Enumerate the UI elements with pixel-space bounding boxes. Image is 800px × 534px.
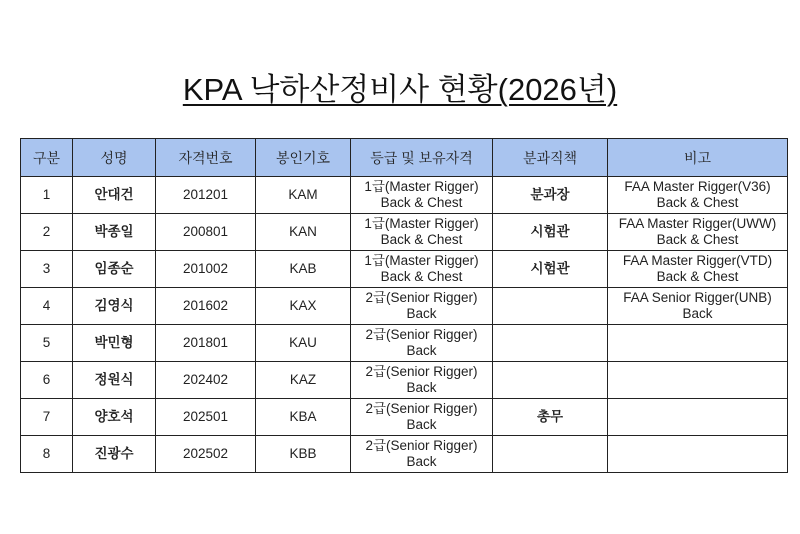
cell-name: 박민형 [73, 325, 156, 362]
header-license: 자격번호 [156, 139, 256, 177]
cell-license: 200801 [156, 214, 256, 251]
grade-line2: Back & Chest [380, 269, 463, 284]
cell-license: 202502 [156, 436, 256, 473]
note-line2: Back & Chest [656, 195, 739, 210]
cell-license: 201201 [156, 177, 256, 214]
cell-role [493, 288, 608, 325]
table-row [21, 362, 788, 399]
grade-line1: 2급(Senior Rigger) [365, 401, 478, 416]
cell-seal: KAU [256, 325, 351, 362]
cell-seal: KAX [256, 288, 351, 325]
table-row [21, 436, 788, 473]
cell-grade [351, 325, 493, 362]
cell-grade [351, 436, 493, 473]
cell-license: 201602 [156, 288, 256, 325]
cell-grade [351, 177, 493, 214]
cell-note [608, 436, 788, 473]
grade-line2: Back & Chest [380, 232, 463, 247]
table-row [21, 214, 788, 251]
cell-role: 시험관 [493, 214, 608, 251]
table-header-row [21, 139, 788, 177]
cell-note [608, 214, 788, 251]
cell-no: 1 [21, 177, 73, 214]
grade-line1: 2급(Senior Rigger) [365, 364, 478, 379]
rigger-status-table [20, 138, 788, 473]
cell-no: 5 [21, 325, 73, 362]
cell-seal: KAM [256, 177, 351, 214]
cell-name: 진광수 [73, 436, 156, 473]
grade-line1: 2급(Senior Rigger) [365, 290, 478, 305]
cell-role: 시험관 [493, 251, 608, 288]
cell-note [608, 325, 788, 362]
note-line1: FAA Senior Rigger(UNB) [623, 290, 772, 305]
cell-note [608, 251, 788, 288]
header-role: 분과직책 [493, 139, 608, 177]
cell-grade [351, 288, 493, 325]
cell-no: 6 [21, 362, 73, 399]
grade-line2: Back [406, 380, 437, 395]
cell-no: 7 [21, 399, 73, 436]
cell-note [608, 177, 788, 214]
cell-role [493, 362, 608, 399]
note-line2: Back & Chest [656, 232, 739, 247]
table-row [21, 288, 788, 325]
table-row [21, 251, 788, 288]
cell-note [608, 288, 788, 325]
note-line2: Back & Chest [656, 269, 739, 284]
cell-seal: KAB [256, 251, 351, 288]
header-no: 구분 [21, 139, 73, 177]
grade-line2: Back & Chest [380, 195, 463, 210]
header-seal: 봉인기호 [256, 139, 351, 177]
note-line1: FAA Master Rigger(UWW) [618, 216, 777, 231]
cell-seal: KAN [256, 214, 351, 251]
cell-role: 총무 [493, 399, 608, 436]
grade-line2: Back [406, 454, 437, 469]
cell-note [608, 362, 788, 399]
grade-line1: 2급(Senior Rigger) [365, 327, 478, 342]
cell-license: 201801 [156, 325, 256, 362]
grade-line1: 2급(Senior Rigger) [365, 438, 478, 453]
cell-name: 안대건 [73, 177, 156, 214]
note-line1: FAA Master Rigger(VTD) [622, 253, 773, 268]
cell-name: 정원식 [73, 362, 156, 399]
note-line1: FAA Master Rigger(V36) [624, 179, 771, 194]
cell-seal: KBB [256, 436, 351, 473]
cell-seal: KAZ [256, 362, 351, 399]
grade-line2: Back [406, 306, 437, 321]
cell-name: 박종일 [73, 214, 156, 251]
grade-line2: Back [406, 343, 437, 358]
cell-role [493, 325, 608, 362]
grade-line1: 1급(Master Rigger) [364, 253, 479, 268]
page-title-text: KPA 낙하산정비사 현황(2026년) [182, 72, 618, 107]
note-line2: Back [682, 306, 713, 321]
cell-license: 201002 [156, 251, 256, 288]
cell-name: 양호석 [73, 399, 156, 436]
header-name: 성명 [73, 139, 156, 177]
cell-grade [351, 399, 493, 436]
cell-no: 3 [21, 251, 73, 288]
cell-role: 분과장 [493, 177, 608, 214]
page-title [0, 70, 800, 110]
cell-grade [351, 251, 493, 288]
table-row [21, 325, 788, 362]
cell-seal: KBA [256, 399, 351, 436]
grade-line2: Back [406, 417, 437, 432]
cell-no: 4 [21, 288, 73, 325]
grade-line1: 1급(Master Rigger) [364, 179, 479, 194]
cell-name: 임종순 [73, 251, 156, 288]
cell-name: 김영식 [73, 288, 156, 325]
header-grade: 등급 및 보유자격 [351, 139, 493, 177]
cell-role [493, 436, 608, 473]
cell-no: 8 [21, 436, 73, 473]
cell-grade [351, 214, 493, 251]
table-row [21, 177, 788, 214]
header-note: 비고 [608, 139, 788, 177]
table-row [21, 399, 788, 436]
cell-grade [351, 362, 493, 399]
cell-license: 202501 [156, 399, 256, 436]
cell-no: 2 [21, 214, 73, 251]
cell-note [608, 399, 788, 436]
grade-line1: 1급(Master Rigger) [364, 216, 479, 231]
cell-license: 202402 [156, 362, 256, 399]
